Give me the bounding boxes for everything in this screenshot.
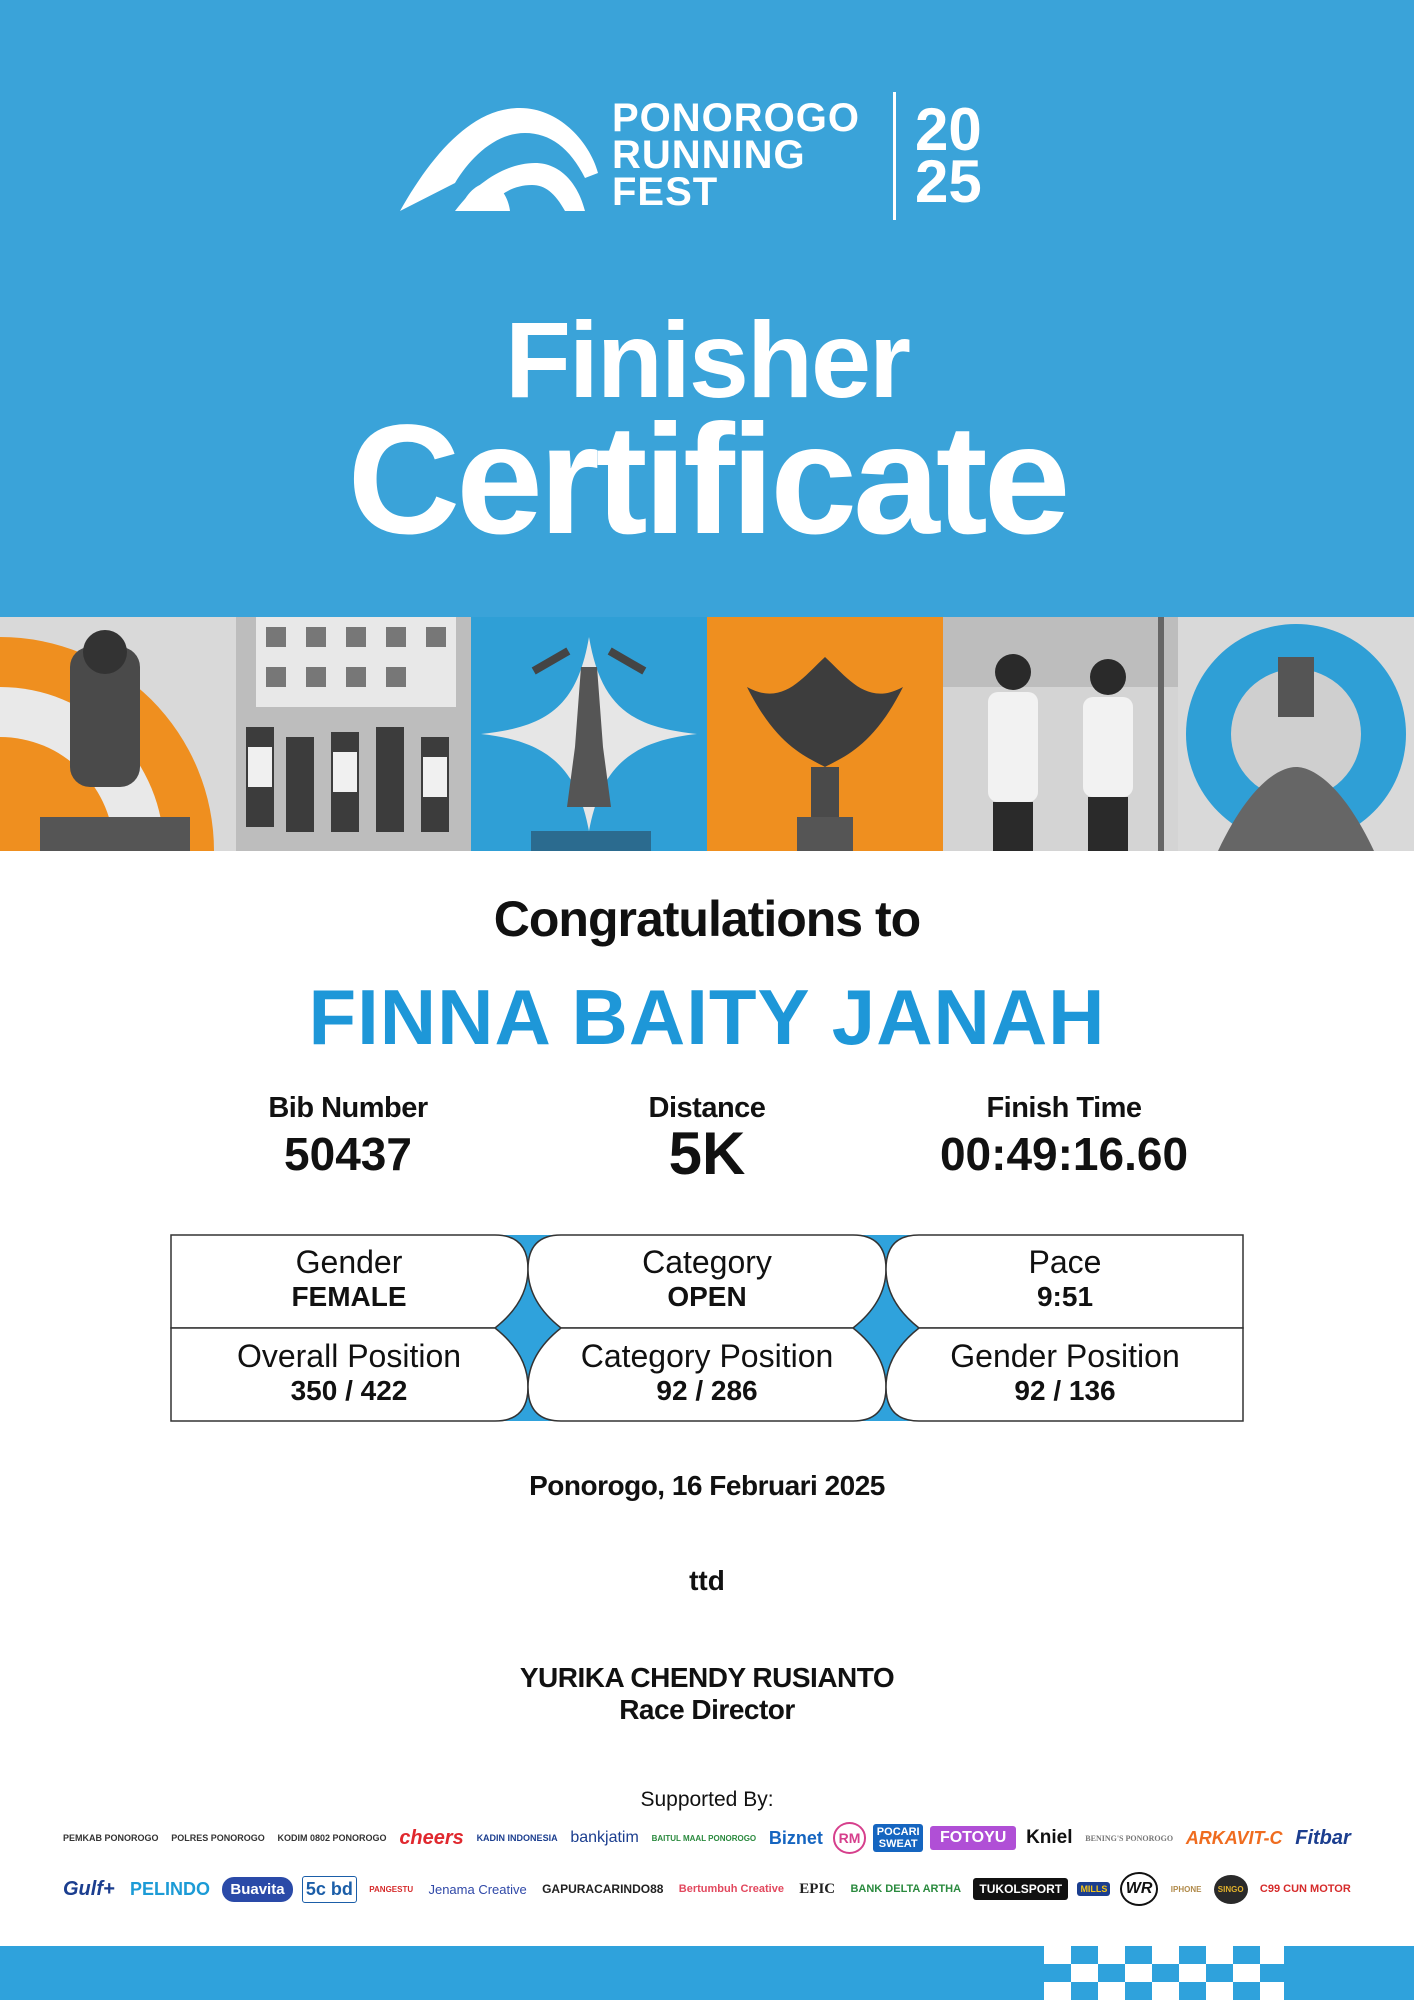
sponsor-logo: MILLS: [1077, 1882, 1110, 1896]
sponsor-logo: bankjatim: [570, 1829, 639, 1846]
category-label: Category: [642, 1244, 772, 1280]
sponsor-logo: BANK DELTA ARTHA: [850, 1883, 962, 1895]
overall-position-value: 350 / 422: [290, 1375, 408, 1406]
category-cell: [529, 1244, 885, 1314]
sponsor-logo: KADIN INDONESIA: [476, 1833, 558, 1843]
trophy-photo: [1178, 617, 1414, 851]
category-position-label: Category Position: [580, 1338, 834, 1374]
sponsor-logo: PANGESTU: [369, 1884, 414, 1894]
checkered-flag-pattern: [1044, 1946, 1284, 2000]
title-certificate: Certificate: [347, 393, 1067, 567]
sponsor-logo: RM: [833, 1822, 867, 1854]
director-name: YURIKA CHENDY RUSIANTO: [519, 1662, 895, 1693]
overall-position-cell: [171, 1338, 527, 1408]
sponsor-logo: POCARI SWEAT: [873, 1824, 923, 1852]
dancer-photo: [471, 617, 707, 851]
distance-value: 5K: [668, 1120, 746, 1187]
pace-label: Pace: [1028, 1244, 1102, 1280]
gender-label: Gender: [295, 1244, 403, 1280]
gender-position-label: Gender Position: [950, 1338, 1180, 1374]
sponsor-logo: SINGO: [1214, 1875, 1248, 1904]
sponsor-logo: Jenama Creative: [428, 1881, 527, 1897]
sponsor-logo: WR: [1120, 1872, 1159, 1906]
finish-time-block: [854, 1092, 1274, 1181]
event-year: 20 25: [915, 96, 982, 215]
supported-by-heading: Supported By:: [640, 1788, 774, 1811]
sponsor-logo: PELINDO: [130, 1878, 211, 1899]
sponsor-logo: PEMKAB PONOROGO: [63, 1833, 159, 1843]
director-title: Race Director: [619, 1694, 795, 1725]
sponsor-logo: BENING'S PONOROGO: [1085, 1833, 1174, 1843]
distance-label: Distance: [648, 1092, 766, 1124]
finishers-photo: [943, 617, 1179, 851]
sponsor-logo: IPHONE: [1170, 1884, 1202, 1894]
sponsor-logo: ARKAVIT-C: [1185, 1827, 1283, 1848]
photo-strip: [0, 617, 1414, 851]
signature-mark: ttd: [689, 1565, 725, 1596]
sponsor-logo: Biznet: [768, 1827, 823, 1848]
sponsor-logo: Kniel: [1026, 1827, 1073, 1848]
sponsor-logo: cheers: [399, 1826, 464, 1849]
bib-number-value: 50437: [284, 1128, 412, 1180]
category-position-value: 92 / 286: [656, 1375, 758, 1406]
arch-logo-icon: [400, 103, 600, 213]
category-value: OPEN: [667, 1281, 747, 1312]
sponsor-row-2: [60, 1872, 1354, 1906]
sponsor-logo: POLRES PONOROGO: [171, 1833, 265, 1843]
sponsor-logo: Gulf+: [63, 1877, 115, 1900]
gender-position-value: 92 / 136: [1014, 1375, 1116, 1406]
bib-number-block: [138, 1092, 558, 1181]
finish-time-label: Finish Time: [986, 1092, 1142, 1124]
place-date: Ponorogo, 16 Februari 2025: [529, 1470, 885, 1501]
finish-time-value: 00:49:16.60: [939, 1128, 1189, 1180]
title-finisher: Finisher: [504, 299, 910, 420]
sponsor-logo: Buavita: [222, 1877, 292, 1902]
hero-banner: [0, 0, 1414, 617]
sponsor-logo: C99 CUN MOTOR: [1259, 1883, 1351, 1895]
runners-photo: [236, 617, 472, 851]
sponsor-logo: TUKOLSPORT: [973, 1878, 1068, 1900]
monument-photo: [707, 617, 943, 851]
event-logo: [400, 88, 1020, 228]
sponsor-logo: EPIC: [799, 1880, 836, 1897]
gender-position-cell: [887, 1338, 1243, 1408]
reog-statue-photo: [0, 617, 236, 851]
overall-position-label: Overall Position: [236, 1338, 462, 1374]
pace-value: 9:51: [1036, 1281, 1094, 1312]
sponsor-logo: KODIM 0802 PONOROGO: [277, 1833, 387, 1843]
sponsor-logo: GAPURACARINDO88: [542, 1882, 664, 1896]
congrats-heading: Congratulations to: [493, 891, 921, 947]
logo-divider: [893, 92, 896, 220]
event-logo-text: PONOROGO RUNNING FEST: [612, 96, 861, 214]
gender-cell: [171, 1244, 527, 1314]
finisher-name: FINNA BAITY JANAH: [308, 973, 1106, 1061]
sponsor-logo: Bertumbuh Creative: [678, 1883, 784, 1895]
gender-value: FEMALE: [291, 1281, 407, 1312]
sponsor-logo: Fitbar: [1295, 1826, 1351, 1849]
director-block: [0, 1662, 1414, 1726]
sponsor-row-1: [60, 1822, 1354, 1854]
pace-cell: [887, 1244, 1243, 1314]
sponsor-logo: BAITUL MAAL PONOROGO: [651, 1833, 757, 1843]
bib-number-label: Bib Number: [268, 1092, 428, 1124]
sponsor-logo: FOTOYU: [930, 1826, 1016, 1850]
sponsor-logo: 5c bd: [302, 1876, 357, 1903]
category-position-cell: [529, 1338, 885, 1408]
